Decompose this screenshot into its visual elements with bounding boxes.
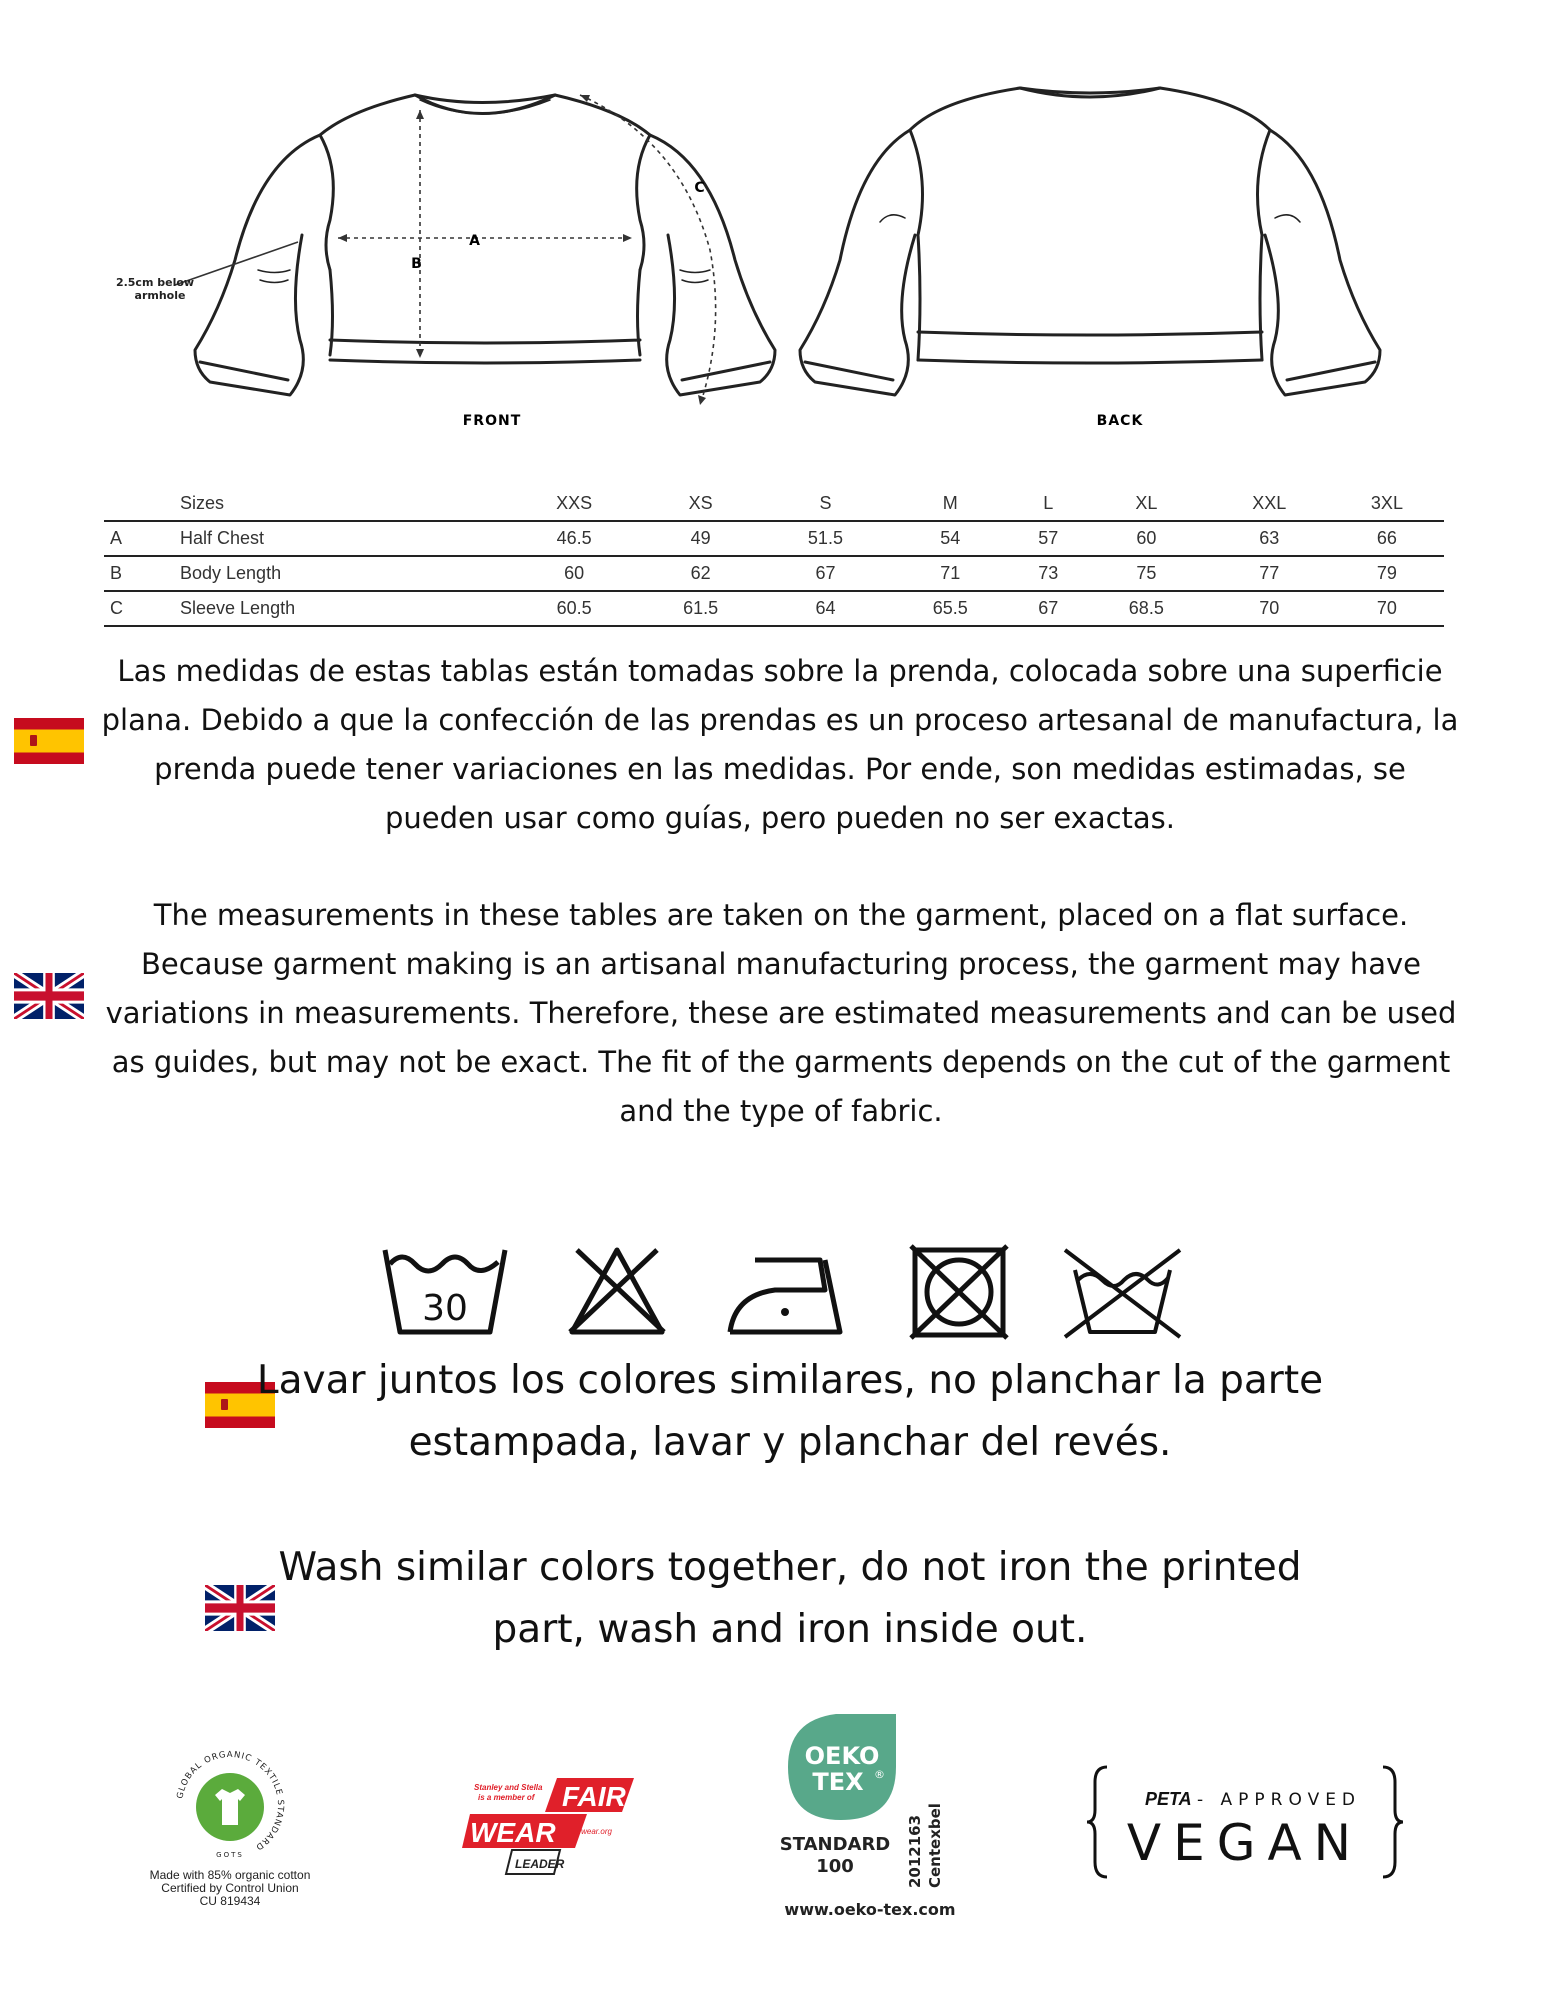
row-name: Body Length <box>180 563 282 583</box>
svg-text:- APPROVED: - APPROVED <box>1197 1790 1362 1810</box>
table-cell: 49 <box>690 528 711 548</box>
size-col-header: XL <box>1135 492 1158 513</box>
do-not-bleach-icon <box>562 1242 672 1342</box>
oekotex-logo-icon <box>786 1712 906 1822</box>
svg-text:VEGAN: VEGAN <box>1126 1814 1364 1872</box>
row-name: Sleeve Length <box>180 598 296 618</box>
row-name: Half Chest <box>180 528 265 548</box>
gots-line1: Made with 85% organic cotton <box>149 1868 311 1882</box>
wash-30-icon <box>380 1242 510 1342</box>
gots-line2: Certified by Control Union <box>161 1881 299 1895</box>
size-col-header: S <box>819 492 832 513</box>
peta-vegan-logo-icon <box>1085 1762 1405 1882</box>
peta-vegan-certification <box>1085 1762 1405 1882</box>
svg-text:GLOBAL ORGANIC TEXTILE STANDAR: GLOBAL ORGANIC TEXTILE STANDARD <box>175 1749 286 1853</box>
table-cell: 57 <box>1038 528 1059 548</box>
armhole-note-line2: armhole <box>134 289 186 302</box>
svg-text:2012163: 2012163 <box>906 1814 924 1888</box>
svg-text:OEKO: OEKO <box>804 1742 880 1770</box>
do-not-hand-wash-icon <box>1060 1242 1185 1342</box>
size-col-header: XS <box>688 492 713 513</box>
table-cell: 67 <box>1038 598 1059 618</box>
measurement-note-es: Las medidas de estas tablas están tomadas sobre la prenda, colocada sobre una superficie plana. Debido a que la confección de las prendas es un proceso artesanal de manufactura, la prenda puede tener variaciones en las medidas. Por ende, son medidas estimadas, se pueden usar como guías, pero pueden no ser exactas. <box>101 654 1459 835</box>
spain-flag-icon <box>14 718 84 764</box>
do-not-tumble-dry-icon <box>907 1242 1012 1342</box>
size-col-header: XXS <box>556 492 593 513</box>
size-col-header: M <box>942 492 958 513</box>
svg-text:WEAR: WEAR <box>470 1817 556 1848</box>
size-col-header: L <box>1043 492 1054 513</box>
svg-text:Centexbel: Centexbel <box>926 1803 944 1888</box>
table-cell: 79 <box>1376 563 1397 583</box>
table-row <box>104 591 1444 626</box>
sizes-header: Sizes <box>180 492 225 513</box>
oekotex-certification <box>770 1712 990 1922</box>
svg-text:TEX: TEX <box>812 1768 864 1796</box>
svg-text:Stanley and Stella: Stanley and Stella <box>474 1783 543 1792</box>
size-table-header <box>104 486 1444 521</box>
row-letter: C <box>110 598 123 618</box>
care-instructions-en: Wash similar colors together, do not iron the printed part, wash and iron inside out. <box>278 1545 1302 1652</box>
table-cell: 71 <box>940 563 961 583</box>
svg-text:fairwear.org: fairwear.org <box>570 1827 612 1836</box>
table-cell: 67 <box>815 563 836 583</box>
size-col-header: XXL <box>1252 492 1287 513</box>
svg-text:30: 30 <box>422 1288 468 1329</box>
row-letter: B <box>110 563 123 583</box>
svg-text:®: ® <box>874 1768 885 1781</box>
table-cell: 60 <box>564 563 585 583</box>
svg-text:GOTS: GOTS <box>216 1851 244 1859</box>
size-table <box>104 486 1444 627</box>
table-cell: 62 <box>690 563 711 583</box>
fairwear-logo <box>462 1776 637 1881</box>
size-col-header: 3XL <box>1370 492 1403 513</box>
oekotex-standard: STANDARD <box>779 1834 891 1855</box>
table-cell: 51.5 <box>807 528 843 548</box>
measure-a-label: A <box>469 233 481 249</box>
svg-text:is a member of: is a member of <box>478 1793 535 1802</box>
oekotex-website: www.oeko-tex.com <box>784 1900 956 1919</box>
front-caption: FRONT <box>462 413 522 429</box>
table-cell: 60 <box>1136 528 1157 548</box>
back-caption: BACK <box>1096 413 1144 429</box>
svg-text:PETA: PETA <box>1145 1789 1192 1809</box>
table-cell: 65.5 <box>932 598 968 618</box>
table-cell: 64 <box>815 598 836 618</box>
uk-flag-icon <box>14 973 84 1019</box>
table-row <box>104 521 1444 556</box>
table-cell: 75 <box>1136 563 1157 583</box>
garment-technical-drawing <box>60 70 1480 440</box>
table-cell: 70 <box>1259 598 1280 618</box>
table-cell: 66 <box>1376 528 1397 548</box>
gots-line3: CU 819434 <box>199 1894 261 1908</box>
table-cell: 54 <box>940 528 961 548</box>
back-view-drawing <box>800 88 1380 395</box>
table-cell: 68.5 <box>1128 598 1164 618</box>
front-view-drawing <box>195 95 775 395</box>
gots-logo-icon <box>170 1745 290 1865</box>
table-cell: 70 <box>1376 598 1397 618</box>
table-cell: 73 <box>1038 563 1059 583</box>
iron-low-icon <box>725 1250 845 1340</box>
table-cell: 63 <box>1259 528 1280 548</box>
gots-certification <box>120 1745 340 1915</box>
measurement-note-en: The measurements in these tables are taken on the garment, placed on a flat surface. Because garment making is an artisanal manufacturing process, the garment may have variations in measurements. Therefore, these are estimated measurements and can be used as guides, but may not be exact. The fit of the garments depends on the cut of the garment and the type of fabric. <box>105 898 1457 1128</box>
table-cell: 60.5 <box>556 598 592 618</box>
svg-text:FAIR: FAIR <box>562 1781 626 1812</box>
oekotex-standard-number: 100 <box>816 1856 854 1877</box>
row-letter: A <box>110 528 123 548</box>
table-cell: 61.5 <box>683 598 719 618</box>
svg-text:LEADER: LEADER <box>515 1857 565 1871</box>
table-cell: 46.5 <box>556 528 592 548</box>
care-instructions-es: Lavar juntos los colores similares, no planchar la parte estampada, lavar y planchar del revés. <box>256 1358 1324 1465</box>
oekotex-cert-vertical <box>902 1780 948 1890</box>
care-symbols <box>370 1240 1210 1350</box>
table-cell: 77 <box>1259 563 1280 583</box>
table-row <box>104 556 1444 591</box>
measure-c-label: C <box>694 180 706 196</box>
armhole-note-line1: 2.5cm below <box>115 276 195 289</box>
measure-b-label: B <box>411 256 423 272</box>
